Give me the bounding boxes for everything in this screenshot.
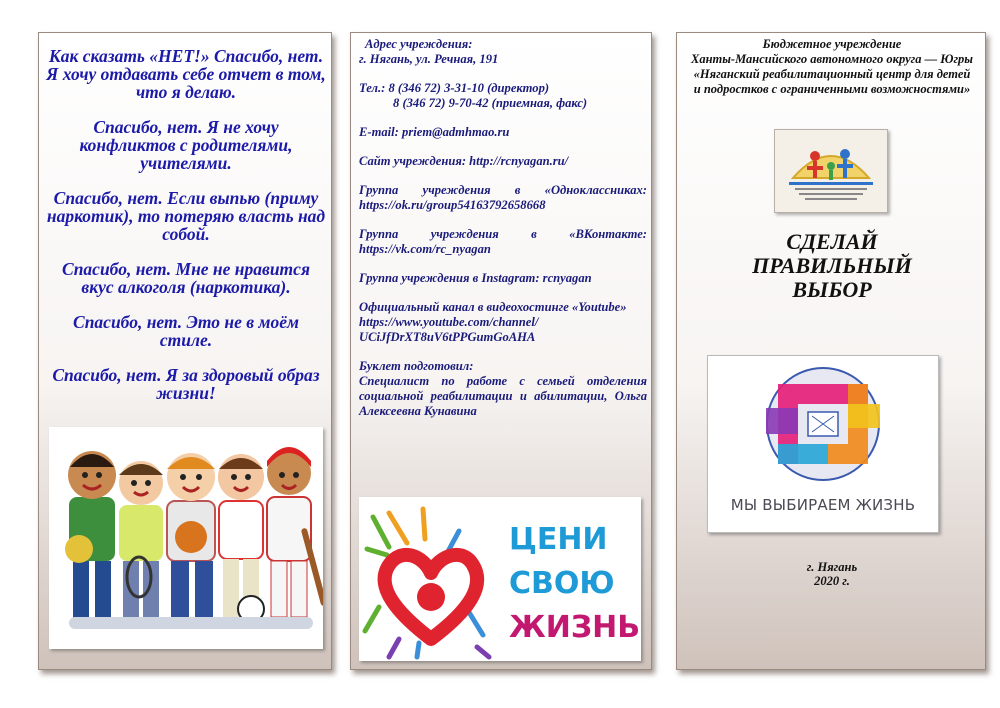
youtube-url-1: https://www.youtube.com/channel/ bbox=[359, 315, 539, 329]
title-line-3: ВЫБОР bbox=[792, 277, 872, 302]
quote-1: Как сказать «НЕТ!» Спасибо, нет. Я хочу отдавать себе отчет в том, что я делаю. bbox=[46, 46, 326, 102]
word-2: СВОЮ bbox=[509, 566, 615, 601]
phone-block bbox=[359, 81, 647, 111]
left-panel bbox=[38, 32, 332, 670]
heart-illustration bbox=[359, 497, 641, 661]
email-text: E-mail: priem@admhmao.ru bbox=[359, 125, 510, 139]
quote-3: Спасибо, нет. Если выпью (приму наркотик), то потеряю власть над собой. bbox=[46, 188, 326, 244]
vk-group-text: Группа учреждения в «ВКонтакте: https://vk.com/rc_nyagan bbox=[359, 227, 647, 256]
center-logo-emblem bbox=[775, 130, 887, 212]
header-line-2: Ханты-Мансийского автономного округа — Югры bbox=[691, 52, 973, 66]
contact-info bbox=[359, 37, 647, 433]
city-text: г. Нягань bbox=[806, 560, 858, 574]
address-text: г. Нягань, ул. Речная, 191 bbox=[359, 52, 499, 66]
choose-life-image bbox=[707, 355, 939, 533]
address-label: Адрес учреждения: bbox=[365, 37, 473, 51]
prepared-block bbox=[359, 359, 647, 419]
booklet-title bbox=[697, 230, 967, 302]
quote-5: Спасибо, нет. Это не в моём стиле. bbox=[73, 312, 299, 350]
value-life-image bbox=[359, 497, 641, 661]
refusal-phrases bbox=[45, 47, 327, 419]
title-line-2: ПРАВИЛЬНЫЙ bbox=[752, 253, 912, 278]
year-text: 2020 г. bbox=[814, 574, 850, 588]
cartoon-kids-image bbox=[49, 427, 323, 649]
organization-header bbox=[683, 37, 981, 97]
right-panel bbox=[676, 32, 986, 670]
prepared-by: Специалист по работе с семьей отделения социальной реабилитации и абилитации, Ольга Алексеевна Кунавина bbox=[359, 374, 647, 418]
quote-2: Спасибо, нет. Я не хочу конфликтов с родителями, учителями. bbox=[79, 117, 293, 173]
youtube-url-2: UCiJfDrXT8uV6tPPGumGoAHA bbox=[359, 330, 536, 344]
youtube-block bbox=[359, 300, 647, 345]
ok-group-text: Группа учреждения в «Одноклассниках: https://ok.ru/group54163792658668 bbox=[359, 183, 647, 212]
site-text: Сайт учреждения: http://rcnyagan.ru/ bbox=[359, 154, 569, 168]
title-line-1: СДЕЛАЙ bbox=[786, 229, 878, 254]
youtube-label: Официальный канал в видеохостинге «Youtube» bbox=[359, 300, 627, 314]
header-line-1: Бюджетное учреждение bbox=[762, 37, 902, 51]
place-and-year bbox=[677, 560, 987, 588]
word-1: ЦЕНИ bbox=[509, 522, 608, 557]
middle-panel bbox=[350, 32, 652, 670]
quote-6: Спасибо, нет. Я за здоровый образ жизни! bbox=[52, 365, 320, 403]
kids-illustration bbox=[49, 427, 323, 649]
phone-reception: 8 (346 72) 9-70-42 (приемная, факс) bbox=[393, 96, 588, 110]
hands-circle-emblem bbox=[708, 356, 938, 496]
choose-life-caption: МЫ ВЫБИРАЕМ ЖИЗНЬ bbox=[730, 496, 916, 514]
instagram-text: Группа учреждения в Instagram: rcnyagan bbox=[359, 271, 592, 285]
address-block bbox=[359, 37, 647, 67]
prepared-label: Буклет подготовил: bbox=[359, 359, 474, 373]
header-line-4: и подростков с ограниченными возможностями» bbox=[693, 82, 971, 96]
phone-director: Тел.: 8 (346 72) 3-31-10 (директор) bbox=[359, 81, 550, 95]
center-logo bbox=[774, 129, 888, 213]
quote-4: Спасибо, нет. Мне не нравится вкус алкоголя (наркотика). bbox=[62, 259, 310, 297]
word-3: ЖИЗНЬ bbox=[509, 610, 641, 645]
header-line-3: «Няганский реабилитационный центр для детей bbox=[693, 67, 971, 81]
